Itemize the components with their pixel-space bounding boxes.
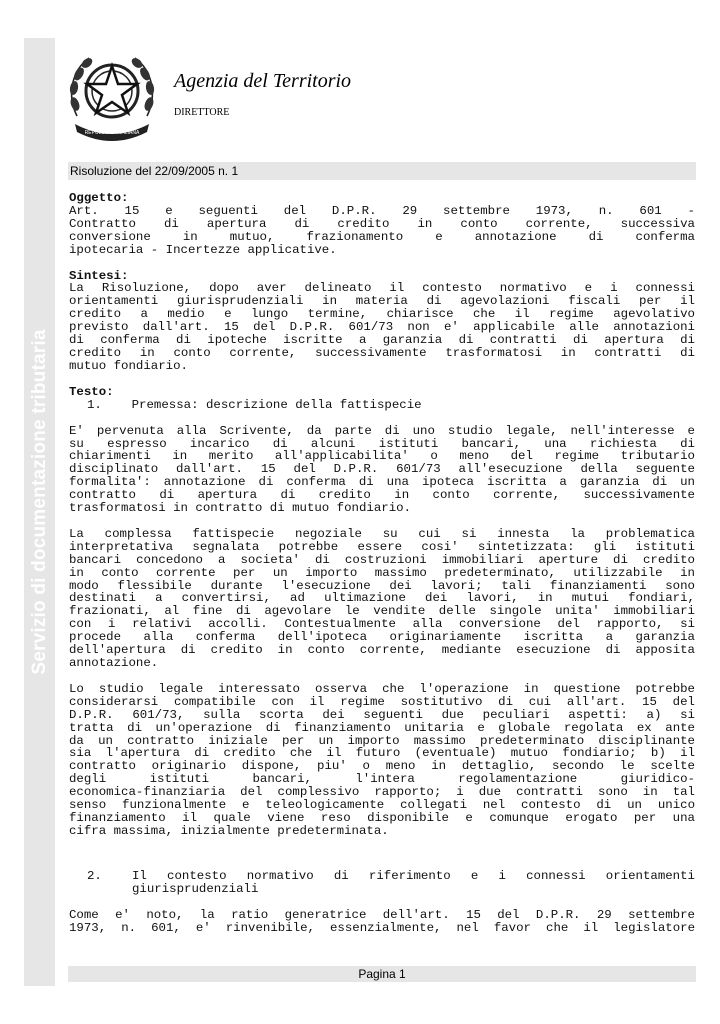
- testo-heading: Testo:: [69, 384, 114, 399]
- sintesi-line: credito in conto corrente, successivamente trasformatosi in contratti di: [69, 345, 695, 360]
- header-role: DIRETTORE: [174, 107, 230, 118]
- para3-line: Lo studio legale interessato osserva che l'operazione in questione potrebbe: [69, 681, 695, 696]
- section-2-number: 2.: [87, 868, 102, 883]
- para3-line: cifra massima, inizialmente predeterminata.: [69, 823, 389, 838]
- sintesi-line: orientamenti giurisprudenziali in materia di agevolazioni fiscali per il: [69, 294, 695, 309]
- para2-line: con i relativi accolli. Contestualmente alla conversione del rapporto, si: [69, 617, 695, 632]
- oggetto-heading: Oggetto:: [69, 191, 129, 205]
- para3-line: senso funzionalmente e teleologicamente collegati nel contesto di un unico: [69, 798, 695, 813]
- resolution-title: Risoluzione del 22/09/2005 n. 1: [70, 164, 239, 178]
- para2-line: in conto corrente per un importo massimo predeterminato, utilizzabile in: [69, 565, 695, 580]
- sintesi-line: previsto dall'art. 15 del D.P.R. 601/73 non e' applicabile alle annotazioni: [69, 320, 695, 335]
- para2-line: frazionati, al fine di agevolare le vendite delle singole unita' immobiliari: [69, 604, 695, 619]
- para1-line: su espresso incarico di alcuni istituti bancari, una richiesta di: [69, 436, 695, 451]
- para3-line: D.P.R. 601/73, sulla scorta dei seguenti due peculiari aspetti: a) si: [69, 707, 695, 722]
- para2-line: annotazione.: [69, 656, 159, 670]
- emblem-ribbon-text: REPUBBLICA ITALIANA: [84, 130, 140, 136]
- para1-line: disciplinato dall'art. 15 del D.P.R. 601/73 all'esecuzione della seguente: [69, 462, 695, 477]
- oggetto-line: ipotecaria - Incertezze applicative.: [69, 242, 337, 257]
- para2-line: interpretativa segnalata potrebbe essere cosi' sintetizzata: gli istituti: [69, 539, 695, 554]
- section-2-line: giurisprudenziali: [132, 881, 259, 896]
- page-number: Pagina 1: [358, 967, 406, 981]
- agency-name: Agenzia del Territorio: [174, 70, 352, 92]
- para3-line: degli istituti bancari, l'intera regolamentazione giuridico-: [69, 772, 695, 787]
- para1-line: trasformatosi in contratto di mutuo fondiario.: [69, 501, 412, 516]
- para3-line: contratto originario dispone, piu' o meno in dettaglio, secondo le scelte: [69, 759, 695, 774]
- para2-line: La complessa fattispecie negoziale su cui si innesta la problematica: [69, 526, 695, 541]
- para3-line: tratta di un'operazione di finanziamento unitaria e globale regolata ex ante: [69, 720, 695, 735]
- section-2-line: Il contesto normativo di riferimento e i connessi orientamenti: [132, 868, 695, 883]
- para1-line: contratto di apertura di credito in conto corrente, successivamente: [69, 488, 695, 503]
- para3-line: considerarsi compatibile con il regime sostitutivo di cui all'art. 15 del: [69, 694, 695, 709]
- republic-emblem-icon: [67, 46, 157, 142]
- para3-line: sia l'apertura di credito che il futuro (eventuale) mutuo fondiario; b) il: [69, 746, 695, 761]
- side-vertical-text: Servizio di documentazione tributaria: [29, 329, 50, 675]
- oggetto-line: Art. 15 e seguenti del D.P.R. 29 settembre 1973, n. 601 -: [69, 203, 695, 218]
- page-footer: [68, 966, 696, 982]
- para2-line: bancari concedono a societa' di costruzioni immobiliari aperture di credito: [69, 552, 695, 567]
- para3-line: economica-finanziaria del complessivo rapporto; i due contratti sono in tal: [69, 785, 695, 800]
- section-2-title: [69, 870, 695, 896]
- para1-line: formalita': annotazione di conferma di una ipoteca iscritta a garanzia di un: [69, 475, 695, 490]
- sintesi-line: mutuo fondiario.: [69, 358, 188, 373]
- para3-line: da un contratto iniziale per un importo massimo predeterminato disciplinante: [69, 733, 695, 748]
- para1-line: E' pervenuta alla Scrivente, da parte di uno studio legale, nell'interesse e: [69, 423, 695, 438]
- para2-line: procede alla conferma dell'ipoteca originariamente iscritta a garanzia: [69, 630, 695, 645]
- resolution-title-bar: [68, 162, 696, 180]
- para3-line: finanziamento il quale viene reso disponibile e comunque erogato per una: [69, 810, 695, 825]
- document-body: [69, 192, 695, 934]
- oggetto-line: conversione in mutuo, frazionamento e annotazione di conferma: [69, 229, 695, 244]
- sintesi-heading: Sintesi:: [69, 268, 129, 283]
- para2-line: modo flessibile durante l'esecuzione dei lavori; tali finanziamenti sono: [69, 578, 695, 593]
- sintesi-line: La Risoluzione, dopo aver delineato il contesto normativo e i connessi: [69, 281, 695, 296]
- para4-line: 1973, n. 601, e' rinvenibile, essenzialmente, nel favor che il legislatore: [69, 920, 695, 935]
- para4-line: Come e' noto, la ratio generatrice dell'art. 15 del D.P.R. 29 settembre: [69, 907, 695, 922]
- para1-line: chiarimenti in merito all'applicabilita' o meno del regime tributario: [69, 449, 695, 464]
- para2-line: destinati a convertirsi, ad ultimazione dei lavori, in mutui fondiari,: [69, 591, 695, 606]
- sintesi-line: di conferma di ipoteche iscritte a garanzia di contratti di apertura di: [69, 333, 695, 348]
- para2-line: dell'apertura di credito in conto corrente, mediante esecuzione di apposita: [69, 643, 695, 658]
- sintesi-line: credito a medio e lungo termine, chiarisce che il regime agevolativo: [69, 307, 695, 322]
- oggetto-line: Contratto di apertura di credito in conto corrente, successiva: [69, 216, 695, 231]
- section-1-title: 1. Premessa: descrizione della fattispecie: [87, 397, 422, 412]
